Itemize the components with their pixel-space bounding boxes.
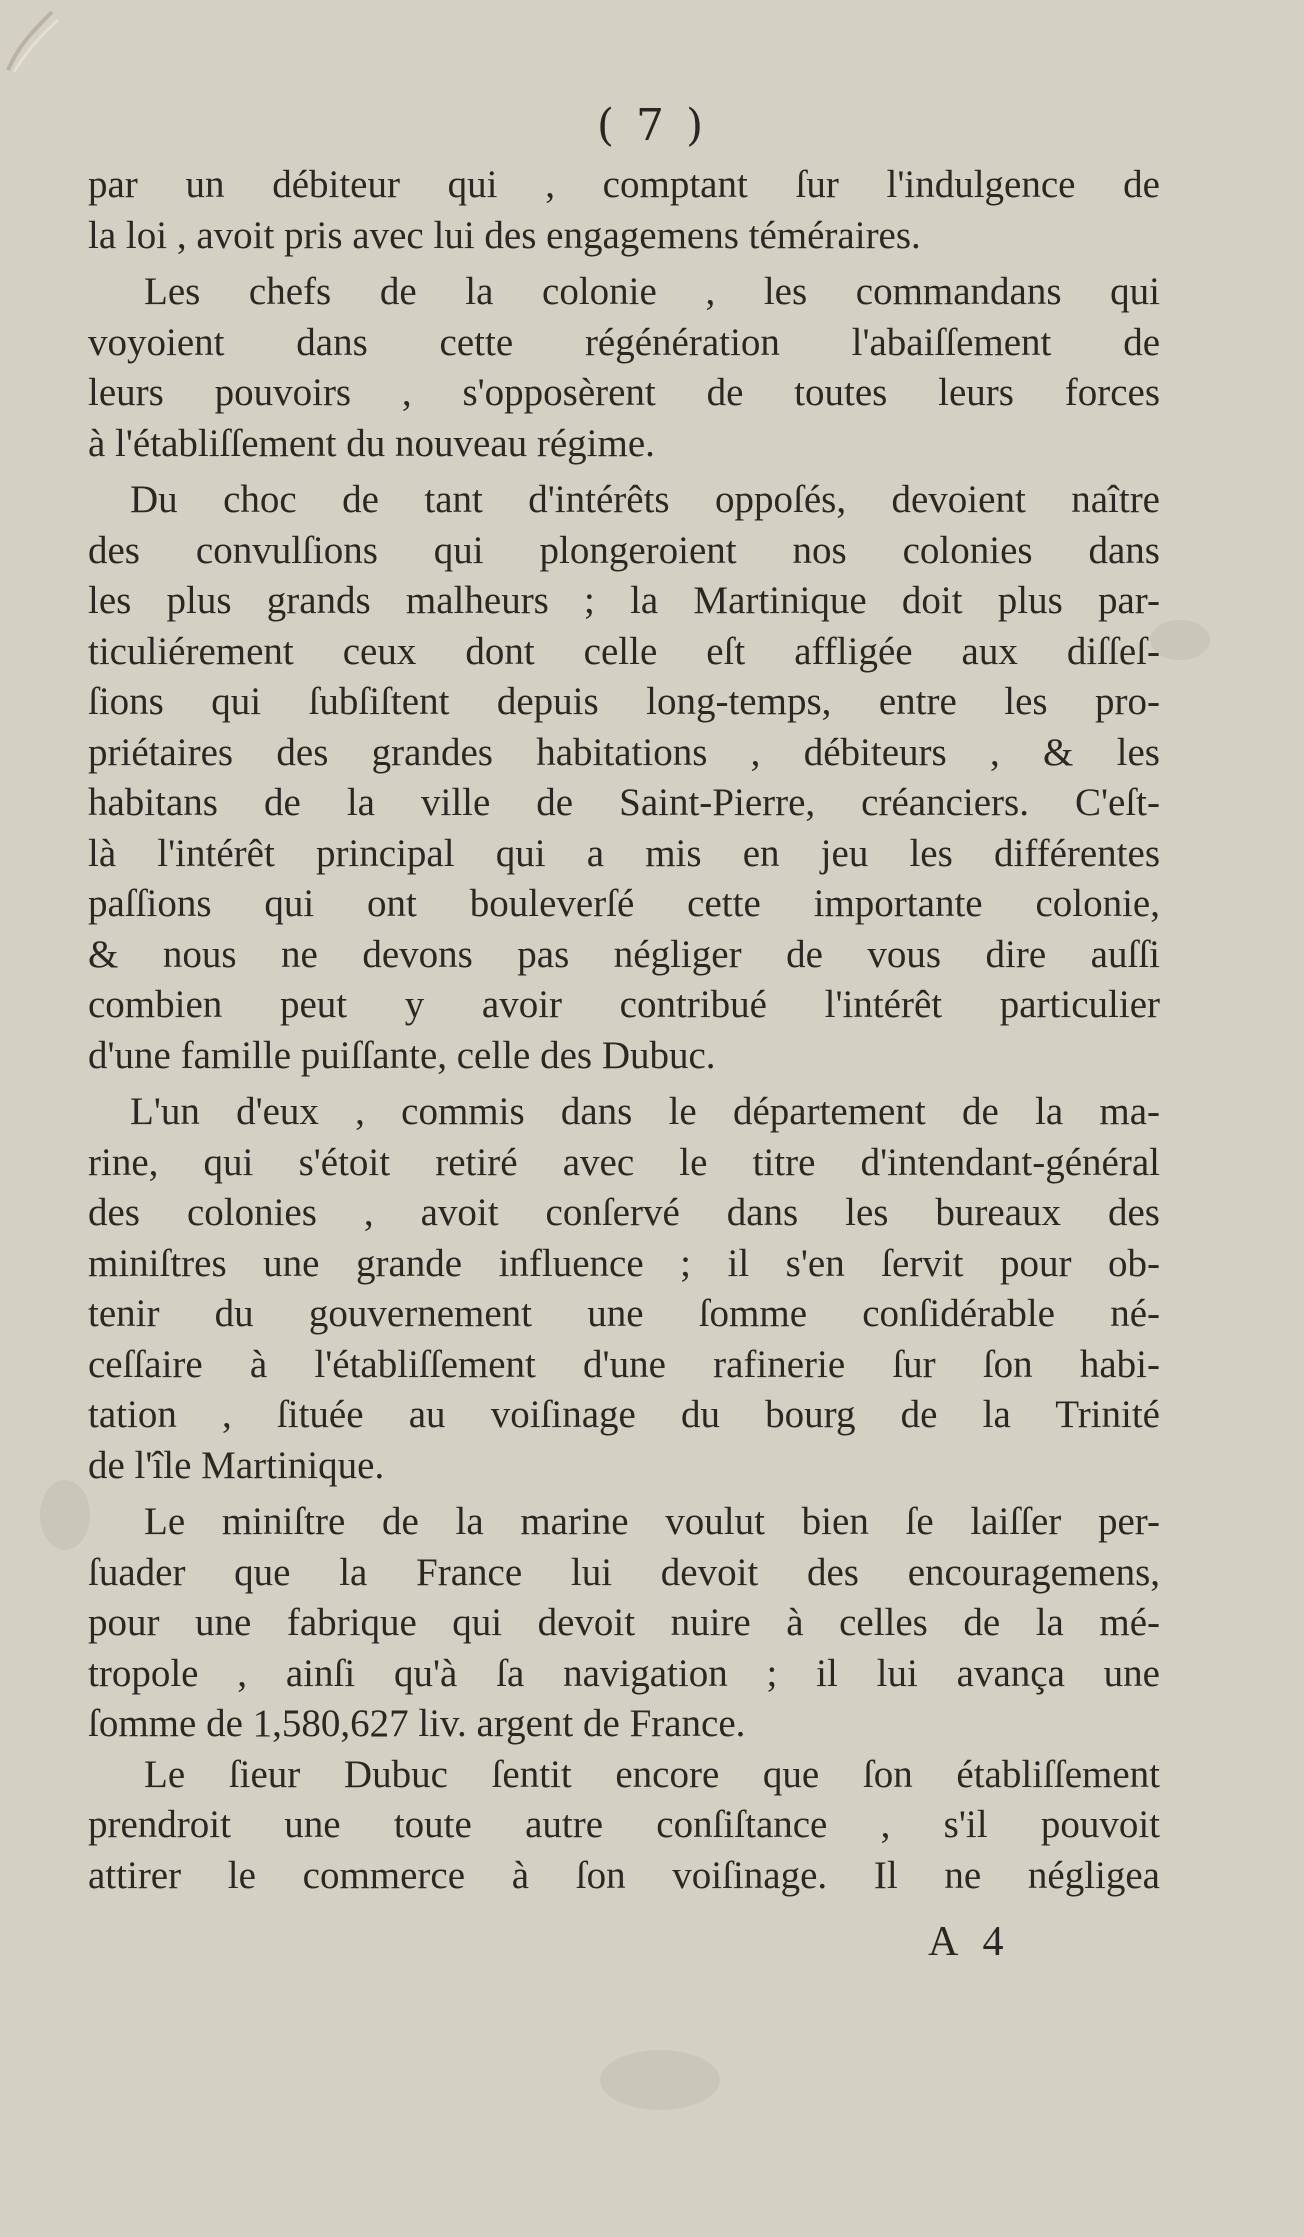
text-line: ſuader que la France lui devoit des encouragemens, xyxy=(88,1550,1160,1594)
text-line: & nous ne devons pas négliger de vous dire auſſi xyxy=(88,932,1160,976)
paragraph xyxy=(88,1087,1160,1491)
text-line: rine, qui s'étoit retiré avec le titre d'intendant-général xyxy=(88,1140,1160,1184)
signature-mark: A 4 xyxy=(928,1919,1012,1965)
text-line: miniſtres une grande influence ; il s'en ſervit pour ob- xyxy=(88,1241,1160,1285)
paragraph xyxy=(88,475,1160,1081)
text-line: là l'intérêt principal qui a mis en jeu les différentes xyxy=(88,831,1160,875)
text-line: Les chefs de la colonie , les commandans qui xyxy=(144,270,1160,313)
text-line: Du choc de tant d'intérêts oppoſés, devoient naître xyxy=(130,478,1160,521)
paragraph xyxy=(88,267,1160,469)
paragraph xyxy=(88,1497,1160,1750)
text-line: des colonies , avoit conſervé dans les bureaux des xyxy=(88,1191,1160,1234)
text-line: d'une famille puiſſante, celle des Dubuc. xyxy=(88,1033,716,1077)
paragraph xyxy=(88,1750,1160,1902)
paper-stain xyxy=(40,1480,90,1550)
text-line: ſomme de 1,580,627 liv. argent de France. xyxy=(88,1702,746,1745)
paragraph xyxy=(88,160,1160,261)
text-line: tropole , ainſi qu'à ſa navigation ; il lui avança une xyxy=(88,1651,1160,1695)
text-line: ticuliérement ceux dont celle eſt affligée aux diſſeſ- xyxy=(88,629,1160,673)
text-line: la loi , avoit pris avec lui des engagemens téméraires. xyxy=(88,213,921,257)
text-line: paſſions qui ont bouleverſé cette importante colonie, xyxy=(88,882,1160,925)
text-line: tation , ſituée au voiſinage du bourg de la Trinité xyxy=(88,1393,1160,1436)
text-line: voyoient dans cette régénération l'abaiſſement de xyxy=(88,320,1160,364)
text-line: ceſſaire à l'établiſſement d'une rafinerie ſur ſon habi- xyxy=(88,1342,1160,1386)
text-line: tenir du gouvernement une ſomme conſidérable né- xyxy=(88,1292,1160,1335)
text-line: leurs pouvoirs , s'opposèrent de toutes leurs forces xyxy=(88,371,1160,414)
text-line: Le ſieur Dubuc ſentit encore que ſon établiſſement xyxy=(144,1752,1160,1796)
text-line: combien peut y avoir contribué l'intérêt particulier xyxy=(88,983,1160,1026)
body-text xyxy=(88,160,1160,1901)
text-line: de l'île Martinique. xyxy=(88,1443,385,1487)
text-line: attirer le commerce à ſon voiſinage. Il ne négligea xyxy=(88,1853,1160,1897)
text-line: L'un d'eux , commis dans le département de la ma- xyxy=(130,1090,1160,1133)
text-line: ſions qui ſubſiſtent depuis long-temps, entre les pro- xyxy=(88,680,1160,723)
text-line: habitans de la ville de Saint-Pierre, créanciers. C'eſt- xyxy=(88,781,1160,824)
text-line: prendroit une toute autre conſiſtance , s'il pouvoit xyxy=(88,1803,1160,1846)
page-number: ( 7 ) xyxy=(596,100,708,151)
text-line: par un débiteur qui , comptant ſur l'indulgence de xyxy=(88,163,1160,206)
text-line: Le miniſtre de la marine voulut bien ſe laiſſer per- xyxy=(144,1500,1160,1543)
text-line: priétaires des grandes habitations , débiteurs , & les xyxy=(88,730,1160,774)
text-line: pour une fabrique qui devoit nuire à celles de la mé- xyxy=(88,1601,1160,1644)
text-line: des convulſions qui plongeroient nos colonies dans xyxy=(88,528,1160,572)
torn-corner-icon xyxy=(4,6,64,76)
text-line: les plus grands malheurs ; la Martinique doit plus par- xyxy=(88,579,1160,622)
paper-stain xyxy=(600,2050,720,2110)
text-line: à l'établiſſement du nouveau régime. xyxy=(88,421,655,465)
